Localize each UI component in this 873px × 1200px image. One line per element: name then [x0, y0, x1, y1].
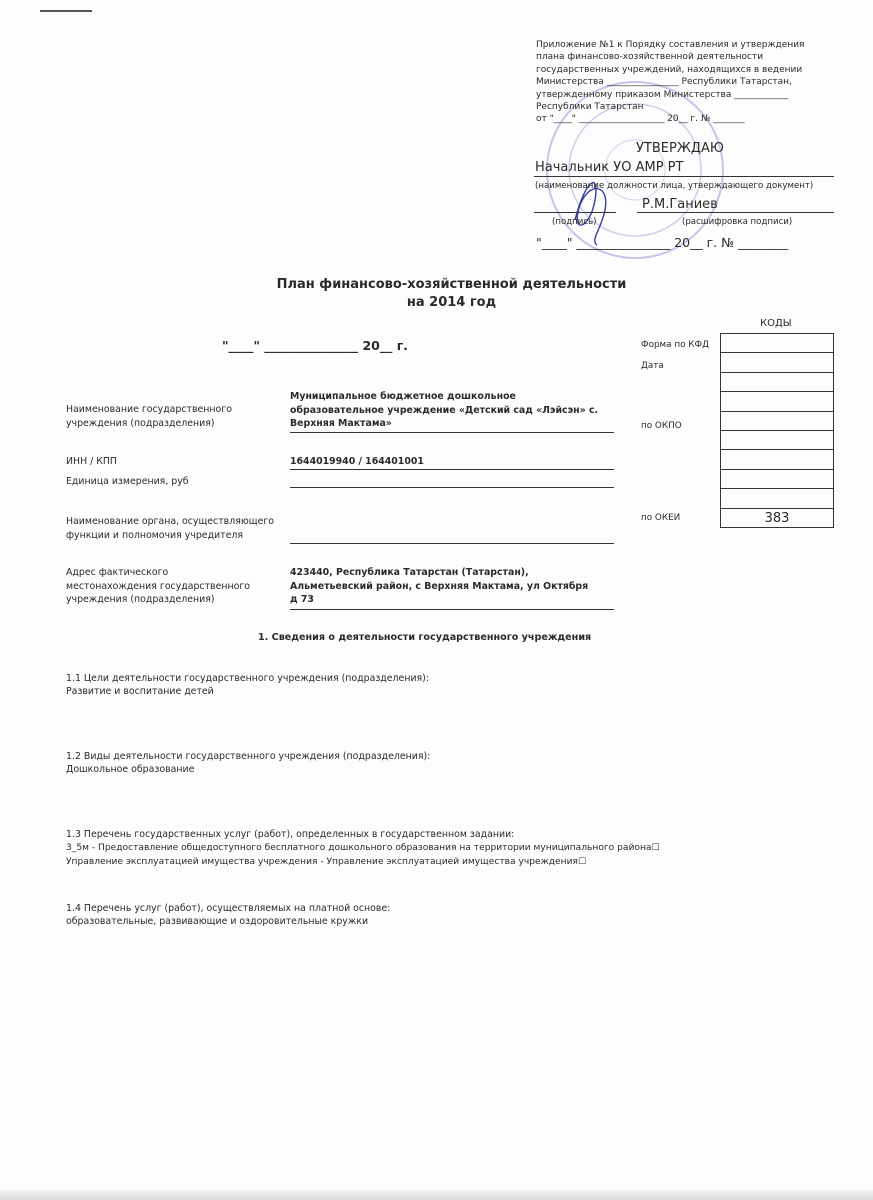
- position-caption: (наименование должности лица, утверждающего документ): [535, 181, 814, 191]
- code-cell-form: [721, 334, 833, 353]
- services-label: 1.3 Перечень государственных услуг (работ), определенных в государственном задании:: [66, 829, 515, 840]
- signature-caption: (подпись): [552, 217, 597, 227]
- founder-line: [290, 543, 614, 544]
- institution-line: [290, 432, 614, 433]
- unit-line: [290, 487, 614, 488]
- approval-date: "____" _______________ 20__ г. № ________: [536, 235, 789, 250]
- code-cell: [721, 373, 833, 392]
- scan-edge: [0, 1190, 873, 1200]
- decode-caption: (расшифровка подписи): [682, 217, 793, 227]
- address-value: 423440, Республика Татарстан (Татарстан), Альметьевский район, с Верхняя Мактама, ул Октября д 73: [290, 567, 589, 605]
- approval-heading: УТВЕРЖДАЮ: [636, 141, 724, 156]
- appendix-line: от "____" ___________________ 20__ г. № _______: [536, 114, 745, 125]
- okei-label: по ОКЕИ: [641, 513, 681, 523]
- founder-label: Наименование органа, осуществляющего функции и полномочия учредителя: [66, 516, 274, 541]
- inn-label: ИНН / КПП: [66, 456, 117, 467]
- paid-label: 1.4 Перечень услуг (работ), осуществляемых на платной основе:: [66, 903, 391, 914]
- service-item: Управление эксплуатацией имущества учреждения - Управление эксплуатацией имущества учреждения☐: [66, 857, 587, 867]
- code-cell: [721, 489, 833, 508]
- section1-heading: 1. Сведения о деятельности государственного учреждения: [258, 632, 592, 643]
- date-label: Дата: [641, 361, 664, 371]
- appendix-line: государственных учреждений, находящихся в ведении: [536, 64, 803, 75]
- okpo-label: по ОКПО: [641, 421, 682, 431]
- signer-line: [637, 212, 834, 213]
- title-year: на 2014 год: [406, 295, 497, 310]
- appendix-line: Республики Татарстан: [536, 102, 644, 113]
- appendix-line: утвержденному приказом Министерства ____________: [536, 89, 789, 100]
- code-cell: [721, 392, 833, 411]
- inn-value: 1644019940 / 164401001: [290, 456, 424, 467]
- activities-label: 1.2 Виды деятельности государственного учреждения (подразделения):: [66, 751, 431, 762]
- inn-line: [290, 469, 614, 470]
- code-cell: [721, 431, 833, 450]
- code-cell-date: [721, 353, 833, 372]
- address-line: [290, 609, 614, 610]
- scan-mark: [40, 10, 92, 12]
- appendix-note: [536, 39, 804, 126]
- paid-value: образовательные, развивающие и оздоровительные кружки: [66, 916, 369, 927]
- codes-table: [720, 333, 834, 528]
- unit-label: Единица измерения, руб: [66, 476, 189, 487]
- institution-value: Муниципальное бюджетное дошкольное образовательное учреждение «Детский сад «Лэйсэн» с. Верхняя Мактама»: [290, 391, 599, 429]
- codes-header: КОДЫ: [760, 318, 792, 329]
- appendix-line: Министерства ________________ Республики Татарстан,: [536, 77, 792, 88]
- institution-label: Наименование государственного учреждения (подразделения): [66, 404, 232, 429]
- plan-date: "____" _______________ 20__ г.: [222, 338, 409, 353]
- signer-name: Р.М.Ганиев: [642, 197, 718, 212]
- position-line: [534, 176, 834, 177]
- code-cell-okpo: [721, 412, 833, 431]
- code-cell: [721, 470, 833, 489]
- approver-position: Начальник УО АМР РТ: [535, 160, 684, 175]
- goals-label: 1.1 Цели деятельности государственного учреждения (подразделения):: [66, 673, 429, 684]
- appendix-line: Приложение №1 к Порядку составления и утверждения: [536, 40, 805, 50]
- form-label: Форма по КФД: [641, 340, 709, 350]
- service-item: 3_5м - Предоставление общедоступного бесплатного дошкольного образования на территории муниципального района☐: [66, 843, 660, 853]
- appendix-line: плана финансово-хозяйственной деятельности: [536, 52, 764, 63]
- address-label: Адрес фактического местонахождения государственного учреждения (подразделения): [66, 567, 250, 605]
- code-cell-okei: 383: [721, 509, 833, 528]
- goals-value: Развитие и воспитание детей: [66, 686, 214, 697]
- code-cell: [721, 450, 833, 469]
- activities-value: Дошкольное образование: [66, 764, 195, 775]
- title-line: План финансово-хозяйственной деятельности: [276, 277, 627, 292]
- signature-line: [534, 212, 616, 213]
- page-title: [0, 276, 873, 312]
